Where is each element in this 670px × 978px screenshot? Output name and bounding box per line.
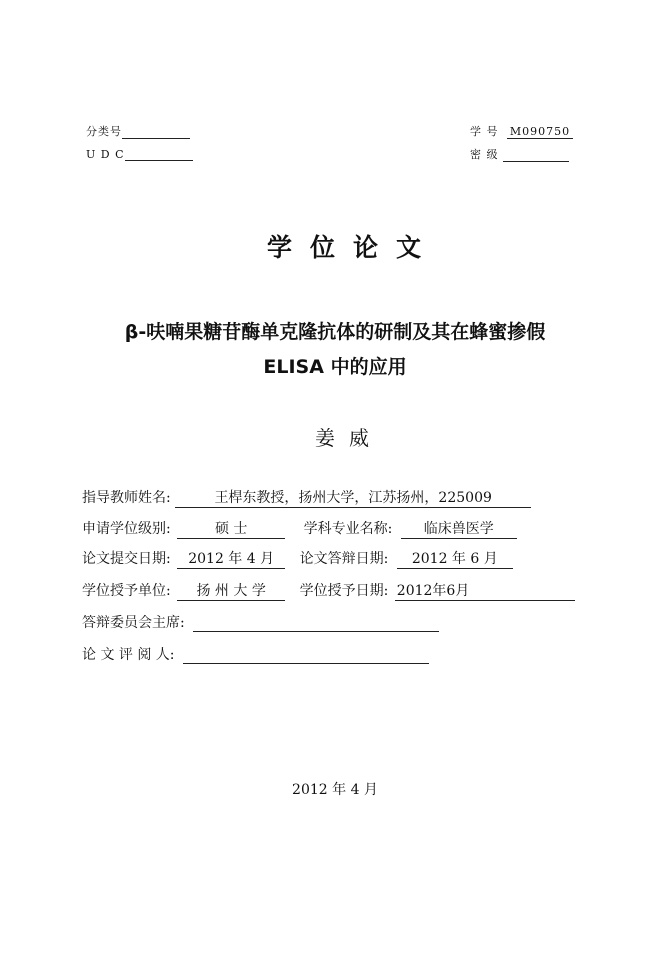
class-number-field	[122, 124, 190, 139]
class-number-row	[86, 123, 190, 139]
dates-row	[82, 548, 513, 569]
thesis-title-line2: ELISA 中的应用	[263, 356, 407, 378]
udc-label: U D C	[86, 148, 125, 161]
advisor-value: 王桿东教授，扬州大学，江苏扬州，225009	[175, 487, 531, 508]
class-number-label: 分类号	[86, 125, 122, 138]
thesis-title-line1: β-呋喃果糖苷酶单克隆抗体的研制及其在蜂蜜掺假	[124, 321, 546, 343]
grant-unit-label: 学位授予单位:	[82, 583, 171, 599]
student-id-row	[470, 123, 573, 139]
submit-date-value: 2012 年 4 月	[177, 548, 285, 569]
major-label: 学科专业名称:	[303, 521, 393, 537]
degree-thesis-title: 学位论文	[266, 233, 439, 262]
degree-level-label: 申请学位级别:	[82, 521, 171, 537]
degree-level-value: 硕 士	[177, 518, 285, 539]
advisor-row	[82, 487, 531, 508]
udc-field	[125, 146, 193, 161]
secret-level-row	[470, 146, 569, 162]
reviewer-field	[183, 649, 429, 664]
grant-date-label: 学位授予日期:	[299, 583, 389, 599]
secret-level-label: 密 级	[470, 148, 499, 161]
grant-row	[82, 580, 575, 601]
reviewer-row	[82, 644, 429, 664]
defense-date-value: 2012 年 6 月	[397, 548, 513, 569]
reviewer-label: 论 文 评 阅 人:	[82, 647, 175, 663]
footer-date: 2012 年 4 月	[292, 782, 378, 798]
major-value: 临床兽医学	[401, 518, 517, 539]
student-id-label: 学 号	[470, 125, 499, 138]
submit-date-label: 论文提交日期:	[82, 551, 171, 567]
defense-date-label: 论文答辩日期:	[299, 551, 389, 567]
udc-row	[86, 146, 193, 161]
author-name: 姜威	[315, 426, 383, 450]
advisor-label: 指导教师姓名:	[82, 490, 171, 506]
grant-date-value: 2012年6月	[395, 580, 575, 601]
grant-unit-value: 扬 州 大 学	[177, 580, 285, 601]
committee-chair-label: 答辩委员会主席:	[82, 615, 185, 631]
committee-chair-field	[193, 617, 439, 632]
degree-row	[82, 518, 517, 539]
committee-chair-row	[82, 612, 439, 632]
secret-level-field	[503, 147, 569, 162]
student-id-value: M090750	[507, 125, 573, 139]
